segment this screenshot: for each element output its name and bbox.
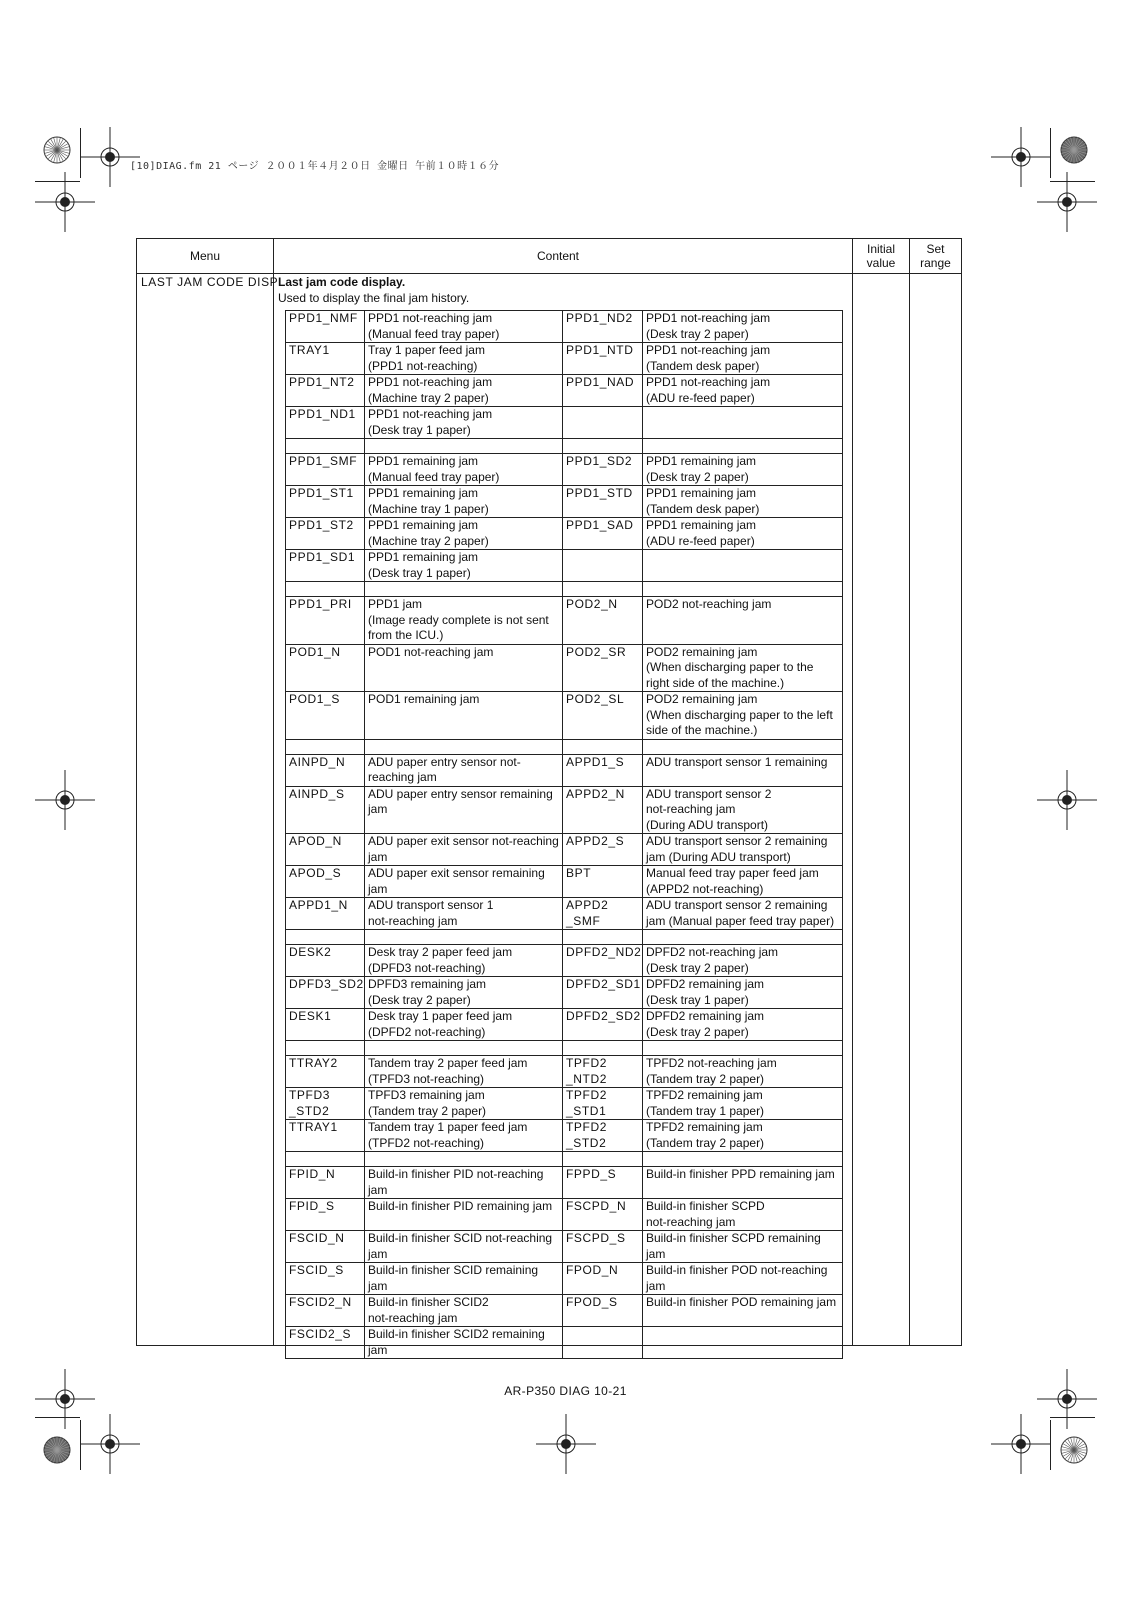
jam-code: DESK1: [286, 1009, 365, 1041]
jam-code: FSCID_N: [286, 1231, 365, 1263]
jam-code: APPD1_N: [286, 898, 365, 930]
page-footer: AR-P350 DIAG 10-21: [504, 1384, 627, 1398]
content-title: Last jam code display.: [278, 275, 406, 289]
jam-description: Desk tray 2 paper feed jam (DPFD3 not-reaching): [365, 945, 563, 977]
jam-code: AINPD_S: [286, 786, 365, 834]
spacer-cell: [286, 930, 365, 945]
jam-code: FPID_N: [286, 1167, 365, 1199]
jam-code: TPFD2 _STD2: [563, 1120, 643, 1152]
jam-code: PPD1_SAD: [563, 518, 643, 550]
spacer-cell: [643, 439, 843, 454]
spacer-row: [286, 930, 843, 945]
jam-code: POD1_N: [286, 644, 365, 692]
jam-code: DPFD2_SD1: [563, 977, 643, 1009]
table-row: [286, 1056, 843, 1088]
jam-description: [643, 1327, 843, 1359]
jam-description: Tray 1 paper feed jam (PPD1 not-reaching): [365, 343, 563, 375]
color-target-icon: [42, 135, 72, 165]
table-row: [286, 1009, 843, 1041]
table-row: [286, 407, 843, 439]
jam-description: POD2 remaining jam (When discharging paper to the left side of the machine.): [643, 692, 843, 740]
spacer-cell: [563, 930, 643, 945]
header-content: Content: [536, 249, 580, 263]
jam-code: [563, 550, 643, 582]
jam-description: POD2 not-reaching jam: [643, 597, 843, 645]
jam-code: TPFD3 _STD2: [286, 1088, 365, 1120]
jam-description: Manual feed tray paper feed jam (APPD2 not-reaching): [643, 866, 843, 898]
jam-description: PPD1 remaining jam (Desk tray 2 paper): [643, 454, 843, 486]
settings-table: [136, 238, 962, 1357]
jam-description: DPFD2 not-reaching jam (Desk tray 2 paper): [643, 945, 843, 977]
jam-code: PPD1_ST2: [286, 518, 365, 550]
table-row: [286, 866, 843, 898]
jam-description: [643, 550, 843, 582]
spacer-row: [286, 582, 843, 597]
color-target-icon: [1059, 135, 1089, 165]
jam-code: APOD_N: [286, 834, 365, 866]
jam-code: FSCPD_S: [563, 1231, 643, 1263]
table-row: [286, 945, 843, 977]
menu-item-last-jam-code-disp: LAST JAM CODE DISP: [141, 275, 279, 289]
jam-description: PPD1 not-reaching jam (Manual feed tray paper): [365, 311, 563, 343]
jam-code: PPD1_SMF: [286, 454, 365, 486]
spacer-cell: [365, 582, 563, 597]
table-row: [286, 1120, 843, 1152]
spacer-row: [286, 439, 843, 454]
table-row: [286, 1327, 843, 1359]
table-row: [286, 311, 843, 343]
jam-description: PPD1 not-reaching jam (ADU re-feed paper): [643, 375, 843, 407]
jam-code: PPD1_SD1: [286, 550, 365, 582]
jam-code: TTRAY1: [286, 1120, 365, 1152]
table-row: [286, 898, 843, 930]
spacer-cell: [286, 439, 365, 454]
jam-description: PPD1 not-reaching jam (Desk tray 1 paper): [365, 407, 563, 439]
spacer-cell: [563, 582, 643, 597]
jam-code: FPPD_S: [563, 1167, 643, 1199]
jam-code: TPFD2 _NTD2: [563, 1056, 643, 1088]
jam-code: DPFD3_SD2: [286, 977, 365, 1009]
table-row: [286, 754, 843, 786]
jam-code: POD1_S: [286, 692, 365, 740]
table-row: [286, 597, 843, 645]
table-row: [286, 454, 843, 486]
spacer-cell: [643, 582, 843, 597]
jam-description: Build-in finisher SCID2 remaining jam: [365, 1327, 563, 1359]
jam-code: AINPD_N: [286, 754, 365, 786]
jam-description: Build-in finisher PID remaining jam: [365, 1199, 563, 1231]
table-row: [286, 1167, 843, 1199]
jam-code: PPD1_STD: [563, 486, 643, 518]
jam-description: ADU paper entry sensor remaining jam: [365, 786, 563, 834]
jam-description: PPD1 remaining jam (Tandem desk paper): [643, 486, 843, 518]
jam-description: ADU transport sensor 2 remaining jam (Manual paper feed tray paper): [643, 898, 843, 930]
jam-description: PPD1 jam (Image ready complete is not sent from the ICU.): [365, 597, 563, 645]
jam-code: BPT: [563, 866, 643, 898]
jam-description: Build-in finisher PPD remaining jam: [643, 1167, 843, 1199]
table-row: [286, 518, 843, 550]
jam-code: [563, 1327, 643, 1359]
jam-code: FSCID2_S: [286, 1327, 365, 1359]
jam-description: PPD1 not-reaching jam (Machine tray 2 paper): [365, 375, 563, 407]
jam-description: Build-in finisher POD not-reaching jam: [643, 1263, 843, 1295]
table-row: [286, 1088, 843, 1120]
jam-code: TPFD2 _STD1: [563, 1088, 643, 1120]
jam-description: Build-in finisher SCPD remaining jam: [643, 1231, 843, 1263]
content-description: Used to display the final jam history.: [278, 291, 470, 305]
registration-mark-icon: [991, 1414, 1051, 1474]
spacer-cell: [365, 930, 563, 945]
jam-description: POD1 remaining jam: [365, 692, 563, 740]
jam-description: PPD1 remaining jam (Machine tray 2 paper): [365, 518, 563, 550]
jam-code: APOD_S: [286, 866, 365, 898]
jam-description: DPFD2 remaining jam (Desk tray 1 paper): [643, 977, 843, 1009]
jam-code: APPD2_N: [563, 786, 643, 834]
jam-description: POD1 not-reaching jam: [365, 644, 563, 692]
jam-description: ADU transport sensor 2 remaining jam (During ADU transport): [643, 834, 843, 866]
jam-code: FSCID_S: [286, 1263, 365, 1295]
spacer-cell: [643, 739, 843, 754]
jam-description: [643, 407, 843, 439]
jam-code: PPD1_NT2: [286, 375, 365, 407]
spacer-cell: [286, 739, 365, 754]
jam-code: DESK2: [286, 945, 365, 977]
jam-code: FPID_S: [286, 1199, 365, 1231]
spacer-cell: [563, 1041, 643, 1056]
jam-code: APPD2_S: [563, 834, 643, 866]
jam-code: DPFD2_ND2: [563, 945, 643, 977]
spacer-cell: [365, 439, 563, 454]
jam-description: POD2 remaining jam (When discharging paper to the right side of the machine.): [643, 644, 843, 692]
color-target-icon: [42, 1435, 72, 1465]
jam-code: APPD2 _SMF: [563, 898, 643, 930]
jam-description: ADU paper exit sensor not-reaching jam: [365, 834, 563, 866]
spacer-cell: [286, 1152, 365, 1167]
jam-code: TRAY1: [286, 343, 365, 375]
jam-description: Build-in finisher SCID2 not-reaching jam: [365, 1295, 563, 1327]
spacer-cell: [365, 1152, 563, 1167]
jam-description: PPD1 not-reaching jam (Desk tray 2 paper): [643, 311, 843, 343]
jam-description: ADU paper entry sensor not-reaching jam: [365, 754, 563, 786]
table-row: [286, 692, 843, 740]
table-row: [286, 486, 843, 518]
jam-code: PPD1_ND2: [563, 311, 643, 343]
jam-description: PPD1 remaining jam (ADU re-feed paper): [643, 518, 843, 550]
jam-code: PPD1_PRI: [286, 597, 365, 645]
spacer-cell: [643, 1152, 843, 1167]
jam-description: PPD1 remaining jam (Desk tray 1 paper): [365, 550, 563, 582]
jam-description: Build-in finisher SCPD not-reaching jam: [643, 1199, 843, 1231]
jam-code: PPD1_ST1: [286, 486, 365, 518]
jam-code: FSCPD_N: [563, 1199, 643, 1231]
jam-description: Tandem tray 1 paper feed jam (TPFD2 not-reaching): [365, 1120, 563, 1152]
table-row: [286, 1231, 843, 1263]
spacer-cell: [643, 1041, 843, 1056]
header-initial-value: Initial value: [866, 242, 896, 270]
jam-code: PPD1_SD2: [563, 454, 643, 486]
registration-mark-icon: [35, 770, 95, 830]
jam-description: Build-in finisher PID not-reaching jam: [365, 1167, 563, 1199]
header-menu: Menu: [189, 249, 221, 263]
registration-mark-icon: [536, 1414, 596, 1474]
jam-code: FPOD_S: [563, 1295, 643, 1327]
jam-code: [563, 407, 643, 439]
file-header: [10]DIAG.fm 21 ページ ２００１年４月２０日 金曜日 午前１０時１６分: [130, 161, 500, 172]
jam-code: FSCID2_N: [286, 1295, 365, 1327]
spacer-row: [286, 1152, 843, 1167]
spacer-cell: [365, 739, 563, 754]
table-row: [286, 1199, 843, 1231]
jam-description: ADU transport sensor 1 not-reaching jam: [365, 898, 563, 930]
spacer-row: [286, 739, 843, 754]
jam-code: POD2_SR: [563, 644, 643, 692]
table-row: [286, 834, 843, 866]
jam-code: APPD1_S: [563, 754, 643, 786]
jam-code: POD2_N: [563, 597, 643, 645]
jam-description: TPFD2 remaining jam (Tandem tray 1 paper): [643, 1088, 843, 1120]
jam-description: Build-in finisher SCID not-reaching jam: [365, 1231, 563, 1263]
jam-code: FPOD_N: [563, 1263, 643, 1295]
jam-code-table: [285, 310, 843, 1359]
color-target-icon: [1059, 1435, 1089, 1465]
registration-mark-icon: [1037, 770, 1097, 830]
table-row: [286, 1295, 843, 1327]
spacer-cell: [286, 582, 365, 597]
jam-code: POD2_SL: [563, 692, 643, 740]
table-row: [286, 644, 843, 692]
jam-description: Desk tray 1 paper feed jam (DPFD2 not-reaching): [365, 1009, 563, 1041]
spacer-row: [286, 1041, 843, 1056]
spacer-cell: [286, 1041, 365, 1056]
jam-code: PPD1_NMF: [286, 311, 365, 343]
registration-mark-icon: [80, 1414, 140, 1474]
spacer-cell: [643, 930, 843, 945]
spacer-cell: [563, 739, 643, 754]
jam-description: TPFD2 remaining jam (Tandem tray 2 paper): [643, 1120, 843, 1152]
table-row: [286, 550, 843, 582]
jam-code: PPD1_NTD: [563, 343, 643, 375]
table-row: [286, 786, 843, 834]
registration-mark-icon: [1037, 172, 1097, 232]
header-set-range: Set range: [920, 242, 951, 270]
spacer-cell: [365, 1041, 563, 1056]
table-row: [286, 375, 843, 407]
table-row: [286, 1263, 843, 1295]
jam-code: PPD1_ND1: [286, 407, 365, 439]
jam-description: ADU transport sensor 1 remaining: [643, 754, 843, 786]
jam-code: PPD1_NAD: [563, 375, 643, 407]
jam-code: TTRAY2: [286, 1056, 365, 1088]
jam-description: PPD1 not-reaching jam (Tandem desk paper): [643, 343, 843, 375]
jam-description: Build-in finisher POD remaining jam: [643, 1295, 843, 1327]
spacer-cell: [563, 1152, 643, 1167]
jam-description: TPFD2 not-reaching jam (Tandem tray 2 paper): [643, 1056, 843, 1088]
table-row: [286, 343, 843, 375]
jam-description: TPFD3 remaining jam (Tandem tray 2 paper): [365, 1088, 563, 1120]
jam-description: ADU transport sensor 2 not-reaching jam (During ADU transport): [643, 786, 843, 834]
jam-description: Tandem tray 2 paper feed jam (TPFD3 not-reaching): [365, 1056, 563, 1088]
jam-description: DPFD2 remaining jam (Desk tray 2 paper): [643, 1009, 843, 1041]
jam-code: DPFD2_SD2: [563, 1009, 643, 1041]
registration-mark-icon: [35, 172, 95, 232]
table-row: [286, 977, 843, 1009]
jam-description: DPFD3 remaining jam (Desk tray 2 paper): [365, 977, 563, 1009]
spacer-cell: [563, 439, 643, 454]
jam-description: PPD1 remaining jam (Machine tray 1 paper): [365, 486, 563, 518]
jam-description: ADU paper exit sensor remaining jam: [365, 866, 563, 898]
jam-description: PPD1 remaining jam (Manual feed tray paper): [365, 454, 563, 486]
jam-description: Build-in finisher SCID remaining jam: [365, 1263, 563, 1295]
